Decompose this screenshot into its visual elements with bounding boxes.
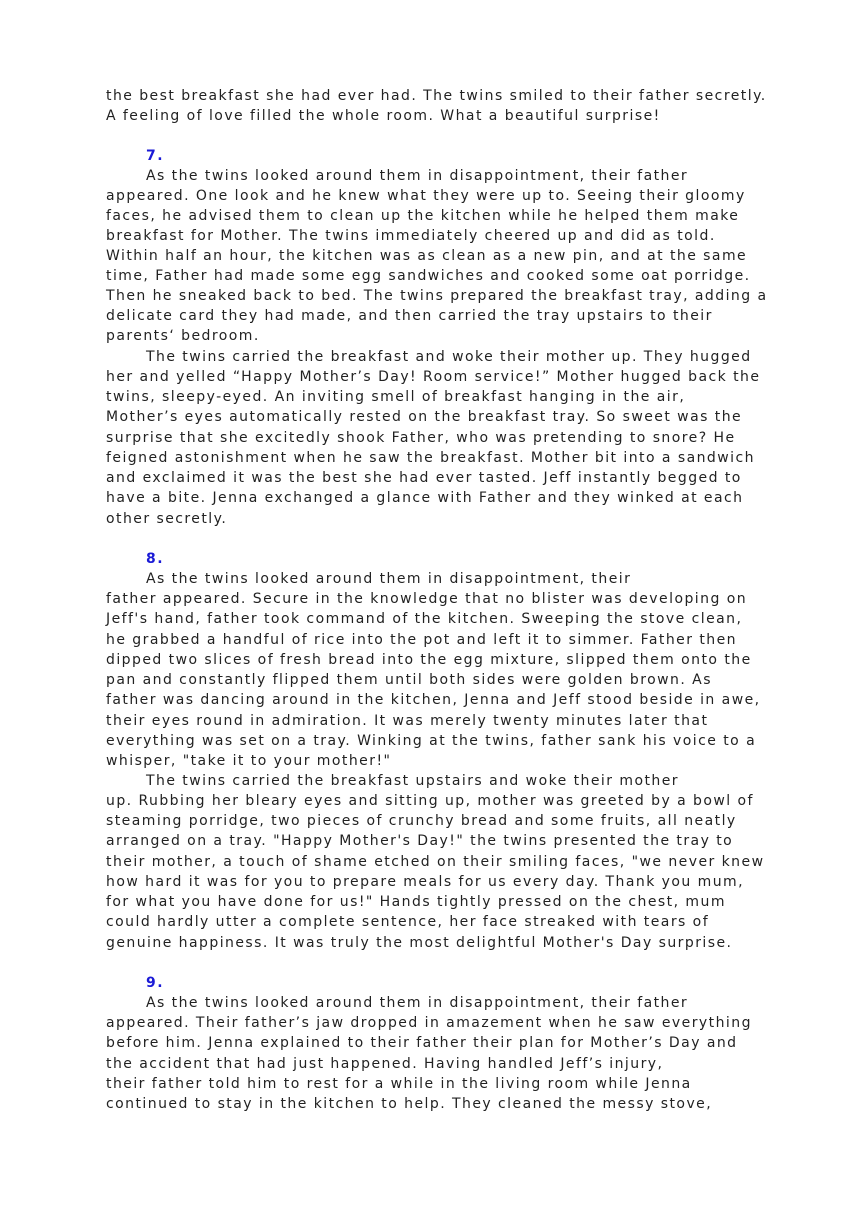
paragraph-line: Within half an hour, the kitchen was as clean as a new pin, and at the same	[106, 248, 748, 264]
paragraph-line: twins, sleepy-eyed. An inviting smell of breakfast hanging in the air,	[106, 389, 686, 405]
paragraph-line: dipped two slices of fresh bread into the egg mixture, slipped them onto the	[106, 652, 752, 668]
paragraph-line: their eyes round in admiration. It was merely twenty minutes later that	[106, 713, 709, 729]
paragraph-line: delicate card they had made, and then carried the tray upstairs to their	[106, 308, 713, 324]
paragraph-line: before him. Jenna explained to their father their plan for Mother’s Day and	[106, 1035, 738, 1051]
paragraph-line: As the twins looked around them in disappointment, their	[146, 571, 632, 587]
paragraph-line: the accident that had just happened. Having handled Jeff’s injury,	[106, 1056, 664, 1072]
paragraph-line: could hardly utter a complete sentence, her face streaked with tears of	[106, 914, 710, 930]
paragraph-line: whisper, "take it to your mother!"	[106, 753, 392, 769]
paragraph-line: The twins carried the breakfast and woke their mother up. They hugged	[146, 349, 752, 365]
paragraph-line: their mother, a touch of shame etched on their smiling faces, "we never knew	[106, 854, 765, 870]
paragraph-line: Then he sneaked back to bed. The twins prepared the breakfast tray, adding a	[106, 288, 768, 304]
paragraph-line: surprise that she excitedly shook Father, who was pretending to snore? He	[106, 430, 736, 446]
paragraph-line: for what you have done for us!" Hands tightly pressed on the chest, mum	[106, 894, 726, 910]
section-number-7: 7.	[146, 148, 164, 164]
paragraph-line: the best breakfast she had ever had. The twins smiled to their father secretly.	[106, 88, 767, 104]
paragraph-line: time, Father had made some egg sandwiches and cooked some oat porridge.	[106, 268, 751, 284]
section-number-9: 9.	[146, 975, 164, 991]
paragraph-line: appeared. One look and he knew what they were up to. Seeing their gloomy	[106, 188, 746, 204]
paragraph-line: how hard it was for you to prepare meals for us every day. Thank you mum,	[106, 874, 745, 890]
paragraph-line: arranged on a tray. "Happy Mother's Day!" the twins presented the tray to	[106, 833, 734, 849]
paragraph-line: her and yelled “Happy Mother’s Day! Room service!” Mother hugged back the	[106, 369, 761, 385]
paragraph-line: Jeff's hand, father took command of the kitchen. Sweeping the stove clean,	[106, 611, 743, 627]
paragraph-line: Mother’s eyes automatically rested on the breakfast tray. So sweet was the	[106, 409, 743, 425]
paragraph-line: have a bite. Jenna exchanged a glance with Father and they winked at each	[106, 490, 744, 506]
paragraph-line: As the twins looked around them in disappointment, their father	[146, 995, 689, 1011]
paragraph-line: and exclaimed it was the best she had ever tasted. Jeff instantly begged to	[106, 470, 742, 486]
paragraph-line: everything was set on a tray. Winking at the twins, father sank his voice to a	[106, 733, 757, 749]
paragraph-line: parents‘ bedroom.	[106, 328, 260, 344]
paragraph-line: feigned astonishment when he saw the breakfast. Mother bit into a sandwich	[106, 450, 755, 466]
paragraph-line: The twins carried the breakfast upstairs and woke their mother	[146, 773, 680, 789]
paragraph-line: their father told him to rest for a while in the living room while Jenna	[106, 1076, 692, 1092]
paragraph-line: appeared. Their father’s jaw dropped in amazement when he saw everything	[106, 1015, 752, 1031]
paragraph-line: father appeared. Secure in the knowledge that no blister was developing on	[106, 591, 748, 607]
paragraph-line: As the twins looked around them in disappointment, their father	[146, 168, 689, 184]
paragraph-line: he grabbed a handful of rice into the pot and left it to simmer. Father then	[106, 632, 737, 648]
paragraph-line: genuine happiness. It was truly the most delightful Mother's Day surprise.	[106, 935, 733, 951]
paragraph-line: other secretly.	[106, 511, 228, 527]
paragraph-line: pan and constantly flipped them until both sides were golden brown. As	[106, 672, 712, 688]
paragraph-line: A feeling of love filled the whole room. What a beautiful surprise!	[106, 108, 661, 124]
paragraph-line: up. Rubbing her bleary eyes and sitting up, mother was greeted by a bowl of	[106, 793, 754, 809]
section-number-8: 8.	[146, 551, 164, 567]
paragraph-line: faces, he advised them to clean up the kitchen while he helped them make	[106, 208, 740, 224]
paragraph-line: breakfast for Mother. The twins immediately cheered up and did as told.	[106, 228, 716, 244]
paragraph-line: continued to stay in the kitchen to help. They cleaned the messy stove,	[106, 1096, 713, 1112]
paragraph-line: father was dancing around in the kitchen, Jenna and Jeff stood beside in awe,	[106, 692, 761, 708]
paragraph-line: steaming porridge, two pieces of crunchy bread and some fruits, all neatly	[106, 813, 737, 829]
